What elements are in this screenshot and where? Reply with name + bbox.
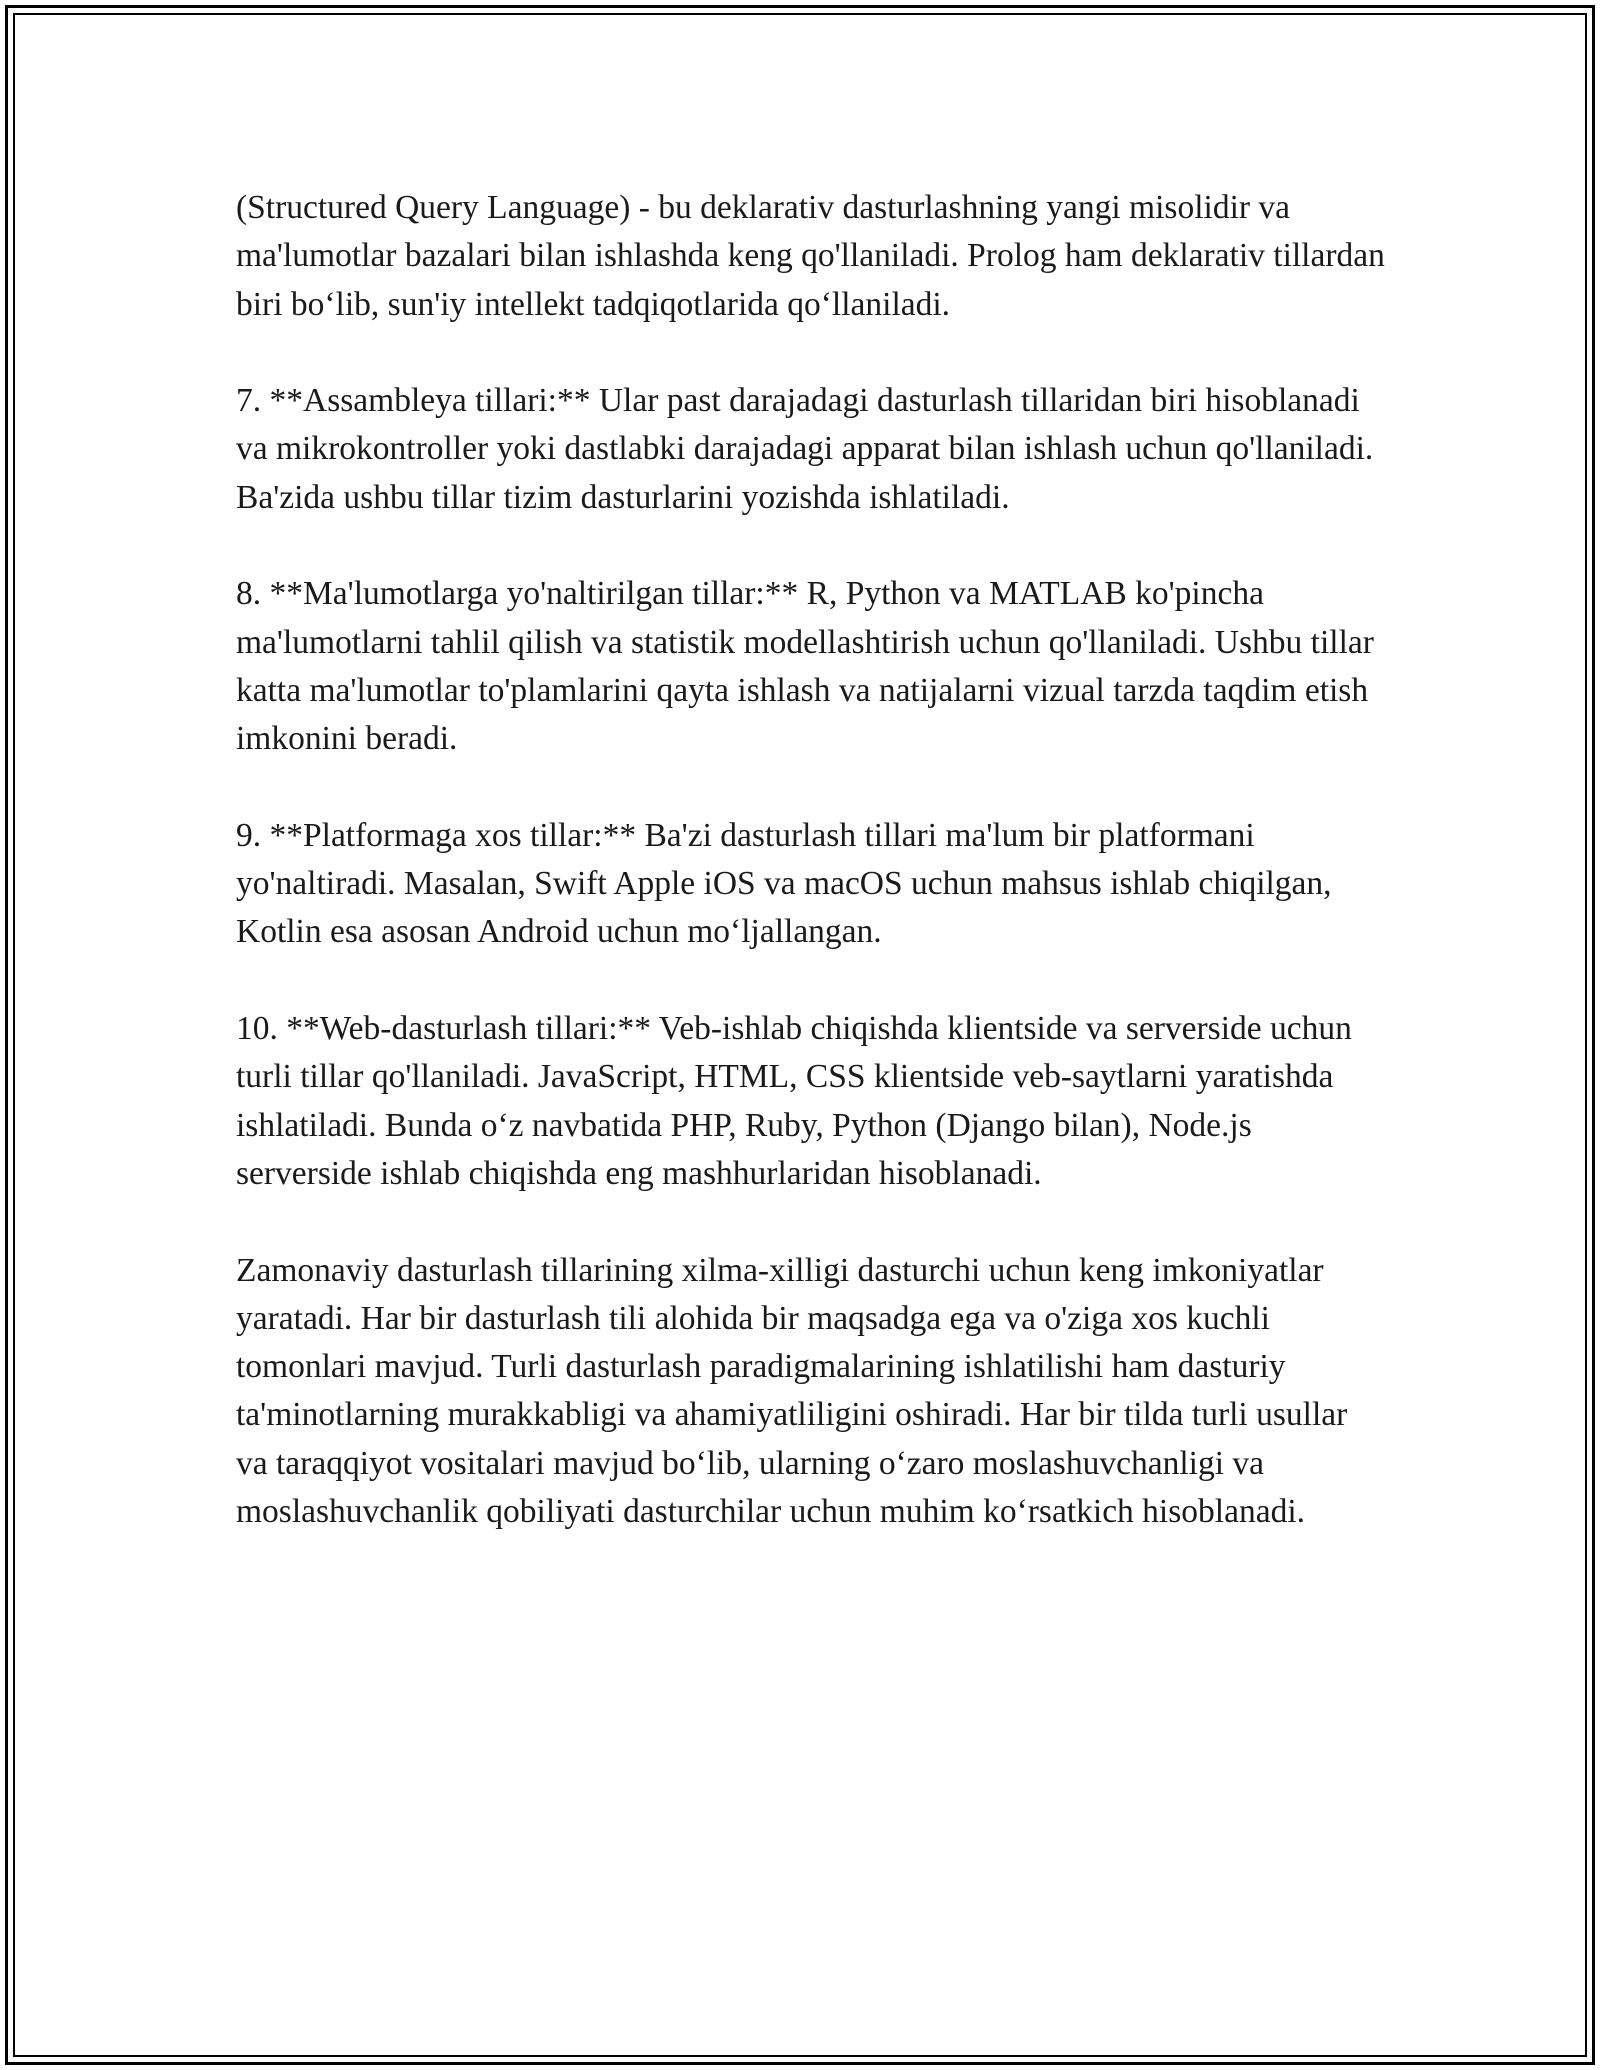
paragraph-web-languages: 10. **Web-dasturlash tillari:** Veb-ishlab chiqishda klientside va serverside uchun turli tillar qo'llaniladi. JavaScript, HTML, CSS klientside veb-saytlarni yaratishda ishlatiladi. Bunda o‘z navbatida PHP, Ruby, Python (Django bilan), Node.js serverside ishlab chiqishda eng mashhurlaridan hisoblanadi. [236, 1010, 1352, 1192]
paragraph-conclusion: Zamonaviy dasturlash tillarining xilma-xilligi dasturchi uchun keng imkoniyatlar yaratadi. Har bir dasturlash tili alohida bir maqsadga ega va o'ziga xos kuchli tomonlari mavjud. Turli dasturlash paradigmalarining ishlatilishi ham dasturiy ta'minotlarning murakkabligi va ahamiyatliligini oshiradi. Har bir tilda turli usullar va taraqqiyot vositalari mavjud bo‘lib, ularning o‘zaro moslashuvchanligi va moslashuvchanlik qobiliyati dasturchilar uchun muhim ko‘rsatkich hisoblanadi. [236, 1251, 1348, 1531]
paragraph-data-oriented-languages: 8. **Ma'lumotlarga yo'naltirilgan tillar:** R, Python va MATLAB ko'pincha ma'lumotlarni tahlil qilish va statistik modellashtirish uchun qo'llaniladi. Ushbu tillar katta ma'lumotlar to'plamlarini qayta ishlash va natijalarni vizual tarzda taqdim etish imkonini beradi. [236, 575, 1374, 758]
paragraph-platform-specific-languages: 9. **Platformaga xos tillar:** Ba'zi dasturlash tillari ma'lum bir platformani yo'naltiradi. Masalan, Swift Apple iOS va macOS uchun mahsus ishlab chiqilgan, Kotlin esa asosan Android uchun mo‘ljallangan. [236, 816, 1332, 951]
paragraph-sql-prolog: (Structured Query Language) - bu deklarativ dasturlashning yangi misolidir va ma'lumotlar bazalari bilan ishlashda keng qo'llaniladi. Prolog ham deklarativ tillardan biri bo‘lib, sun'iy intellekt tadqiqotlarida qo‘llaniladi. [236, 189, 1385, 323]
document-body [236, 184, 1386, 1536]
paragraph-assembly-languages: 7. **Assambleya tillari:** Ular past darajadagi dasturlash tillaridan biri hisoblanadi va mikrokontroller yoki dastlabki darajadagi apparat bilan ishlash uchun qo'llaniladi. Ba'zida ushbu tillar tizim dasturlarini yozishda ishlatiladi. [236, 382, 1374, 516]
